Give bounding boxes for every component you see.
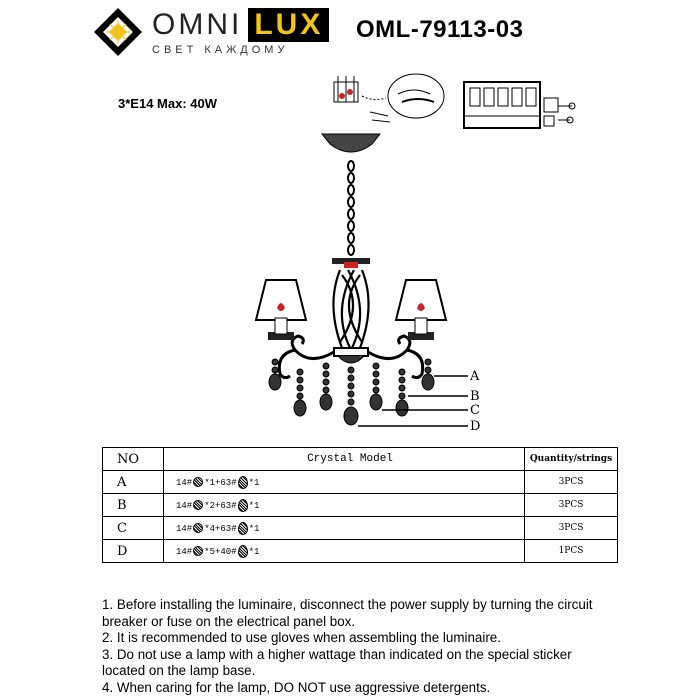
crystal-drop-icon — [238, 476, 248, 489]
header-model: Crystal Model — [164, 448, 525, 471]
row-qty: 3PCS — [525, 471, 618, 494]
table-row — [103, 471, 618, 494]
crystal-bead-icon — [193, 500, 203, 510]
note-item: 2. It is recommended to use gloves when assembling the luminaire. — [102, 630, 501, 645]
table-row — [103, 517, 618, 540]
crystal-bead-icon — [193, 523, 203, 533]
crystal-drop-icon — [238, 522, 248, 535]
lamp-spec: 3*E14 Max: 40W — [118, 96, 217, 111]
row-no: A — [103, 471, 164, 494]
label-c: C — [470, 403, 480, 418]
header-qty: Quantity/strings — [525, 448, 618, 471]
crystal-table — [102, 447, 618, 563]
note-item: 3. Do not use a lamp with a higher wattage than indicated on the special sticker located on the lamp base. — [102, 646, 572, 678]
model-number: OML-79113-03 — [356, 16, 524, 43]
note-item: 1. Before installing the luminaire, disconnect the power supply by turning the circuit breaker or fuse on the electrical panel box. — [102, 597, 593, 629]
header-no: NO — [103, 448, 164, 471]
crystal-bead-icon — [193, 477, 203, 487]
crystal-bead-icon — [193, 546, 203, 556]
label-b: B — [470, 389, 480, 404]
chandelier-drawing — [200, 130, 560, 435]
brand-logo — [92, 4, 324, 59]
safety-notes — [102, 597, 598, 696]
row-qty: 3PCS — [525, 494, 618, 517]
row-qty: 1PCS — [525, 540, 618, 563]
row-no: D — [103, 540, 164, 563]
table-row — [103, 540, 618, 563]
row-model: 14# *5+40# *1 — [164, 540, 525, 563]
note-item: 4. When caring for the lamp, DO NOT use aggressive detergents. — [102, 679, 491, 695]
crystal-drop-icon — [238, 499, 248, 512]
crystal-drop-icon — [238, 545, 248, 558]
row-no: C — [103, 517, 164, 540]
row-qty: 3PCS — [525, 517, 618, 540]
row-model: 14# *1+63# *1 — [164, 471, 525, 494]
brand-omni: OMNI — [152, 8, 243, 41]
row-model: 14# *2+63# *1 — [164, 494, 525, 517]
label-a: A — [470, 369, 480, 384]
logo-diamond-icon — [92, 6, 144, 58]
brand-tagline: СВЕТ КАЖДОМУ — [152, 44, 289, 56]
label-d: D — [470, 419, 481, 434]
row-model: 14# *4+63# *1 — [164, 517, 525, 540]
brand-lux: LUX — [248, 8, 329, 42]
mounting-detail-icon — [328, 72, 448, 137]
table-row — [103, 494, 618, 517]
row-no: B — [103, 494, 164, 517]
table-header-row — [103, 448, 618, 471]
